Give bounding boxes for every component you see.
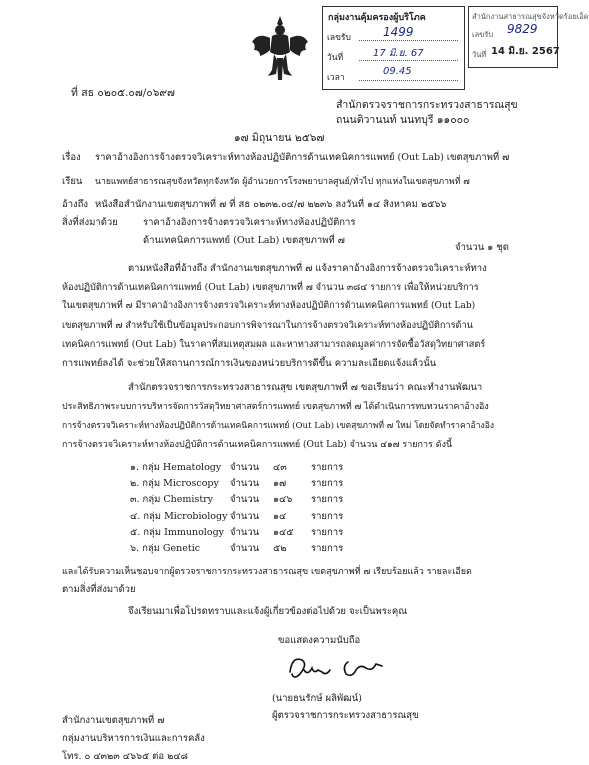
group-qty: ๔๓	[273, 461, 287, 473]
enclosure-quantity: จำนวน ๑ ชุด	[455, 242, 509, 253]
signature-image	[286, 650, 396, 690]
subject-label: เรื่อง	[62, 152, 81, 163]
stamp-time-label: เวลา	[327, 73, 345, 83]
group-qty-label: จำนวน	[230, 526, 260, 538]
group-unit: รายการ	[311, 494, 344, 506]
group-unit: รายการ	[311, 543, 344, 555]
group-qty-label: จำนวน	[230, 461, 260, 473]
group-qty: ๑๔	[273, 510, 287, 522]
stamp-date-label: วันที่	[472, 50, 487, 59]
group-name: ๑. กลุ่ม Hematology	[130, 461, 222, 473]
agency-address: ถนนติวานนท์ นนทบุรี ๑๑๐๐๐	[336, 114, 470, 126]
paragraph-line: สำนักตรวจราชการกระทรวงสาธารณสุข เขตสุขภาพที่ ๗ ขอเรียนว่า คณะทำงานพัฒนา	[128, 382, 483, 393]
list-item	[130, 508, 343, 524]
stamp-title: สำนักงานสาธารณสุขจังหวัดร้อยเอ็ด	[472, 12, 589, 21]
paragraph-line: เขตสุขภาพที่ ๗ สำหรับใช้เป็นข้อมูลประกอบการพิจารณาในการจ้างตรวจวิเคราะห์ทางห้องปฏิบัติการด้าน	[62, 320, 473, 331]
paragraph-line: และได้รับความเห็นชอบจากผู้ตรวจราชการกระทรวงสาธารณสุข เขตสุขภาพที่ ๗ เรียบร้อยแล้ว รายละเอียด	[62, 567, 472, 577]
garuda-emblem	[250, 14, 310, 84]
group-unit: รายการ	[311, 526, 344, 538]
reference-text: หนังสือสำนักงานเขตสุขภาพที่ ๗ ที่ สธ ๐๒๓๒.๐๔/๗ ๒๒๓๖ ลงวันที่ ๑๔ สิงหาคม ๒๕๖๖	[95, 199, 447, 210]
footer-division: กลุ่มงานบริหารการเงินและการคลัง	[62, 733, 205, 744]
paragraph-line: ในเขตสุขภาพที่ ๗ มีราคาอ้างอิงการจ้างตรวจวิเคราะห์ทางห้องปฏิบัติการด้านเทคนิคการแพทย์ (Out Lab)	[62, 301, 476, 311]
stamp-receipt-value: 1499	[383, 25, 414, 39]
paragraph-line: เทคนิคการแพทย์ (Out Lab) ในราคาที่สมเหตุสมผล และหาทางสามารถลดมูลค่าการจัดซื้อวัสดุวิทยาศาสตร์	[62, 339, 486, 350]
paragraph-line: การจ้างตรวจวิเคราะห์ทางห้องปฏิบัติการด้านเทคนิคการแพทย์ (Out Lab) จำนวน ๔๑๗ รายการ ดังนี้	[62, 440, 453, 450]
enclosure-line-2: ด้านเทคนิคการแพทย์ (Out Lab) เขตสุขภาพที่ ๗	[143, 235, 345, 246]
paragraph-line: ตามหนังสือที่อ้างถึง สำนักงานเขตสุขภาพที่ ๗ แจ้งราคาอ้างอิงการจ้างตรวจวิเคราะห์ทาง	[128, 263, 487, 274]
list-item	[130, 540, 343, 556]
group-qty-label: จำนวน	[230, 494, 260, 506]
list-item	[130, 492, 343, 508]
receipt-stamp-primary	[322, 6, 465, 90]
document-number: ที่ สธ ๐๒๐๕.๐๗/๐๖๙๗	[71, 87, 175, 99]
stamp-line	[359, 80, 458, 81]
paragraph-line: ห้องปฏิบัติการด้านเทคนิคการแพทย์ (Out Lab) เขตสุขภาพที่ ๗ จำนวน ๓๘๔ รายการ เพื่อให้หน่วยบริการ	[62, 282, 479, 293]
signer-title: ผู้ตรวจราชการกระทรวงสาธารณสุข	[272, 710, 419, 721]
stamp-line	[359, 40, 458, 41]
group-unit: รายการ	[311, 477, 344, 489]
stamp-date-value: 14 มิ.ย. 2567	[491, 46, 560, 57]
list-item	[130, 459, 343, 475]
receipt-stamp-secondary	[468, 6, 589, 68]
group-name: ๕. กลุ่ม Immunology	[130, 526, 225, 538]
subject-text: ราคาอ้างอิงการจ้างตรวจวิเคราะห์ทางห้องปฏิบัติการด้านเทคนิคการแพทย์ (Out Lab) เขตสุขภาพที่ ๗	[95, 152, 510, 163]
list-item	[130, 475, 343, 491]
stamp-time-value: 09.45	[383, 66, 412, 77]
group-unit: รายการ	[311, 461, 344, 473]
to-label: เรียน	[62, 176, 83, 187]
stamp-date-label: วันที่	[327, 53, 344, 63]
complimentary-close: ขอแสดงความนับถือ	[278, 635, 361, 646]
list-item	[130, 524, 343, 540]
group-qty-label: จำนวน	[230, 510, 260, 522]
footer-office: สำนักงานเขตสุขภาพที่ ๗	[62, 715, 165, 726]
paragraph-line: การจ้างตรวจวิเคราะห์ทางห้องปฏิบัติการด้านเทคนิคการแพทย์ (Out Lab) เขตสุขภาพที่ ๗ ใหม่ โดยจัดทำราคาอ้างอิง	[62, 421, 495, 431]
group-qty-label: จำนวน	[230, 477, 260, 489]
group-name: ๖. กลุ่ม Genetic	[130, 543, 201, 555]
enclosure-line-1: ราคาอ้างอิงการจ้างตรวจวิเคราะห์ทางห้องปฏิบัติการ	[143, 217, 356, 228]
stamp-title: กลุ่มงานคุ้มครองผู้บริโภค	[328, 13, 426, 23]
group-qty: ๑๔๕	[273, 526, 294, 538]
paragraph-line: ตามสิ่งที่ส่งมาด้วย	[62, 584, 136, 595]
footer-phone: โทร. ๐ ๔๓๒๓ ๔๖๖๕ ต่อ ๒๔๘	[62, 751, 188, 762]
enclosure-label: สิ่งที่ส่งมาด้วย	[62, 217, 118, 228]
group-name: ๓. กลุ่ม Chemistry	[130, 494, 214, 506]
stamp-receipt-label: เลขรับ	[327, 33, 351, 43]
group-unit: รายการ	[311, 510, 344, 522]
lab-group-list	[130, 459, 343, 557]
closing-request: จึงเรียนมาเพื่อโปรดทราบและแจ้งผู้เกี่ยวข้องต่อไปด้วย จะเป็นพระคุณ	[128, 606, 408, 617]
signer-name: (นายธนรักษ์ ผลิพัฒน์)	[272, 693, 362, 704]
stamp-receipt-value: 9829	[507, 22, 538, 36]
group-qty-label: จำนวน	[230, 543, 260, 555]
stamp-receipt-label: เลขรับ	[472, 30, 494, 39]
group-qty: ๑๔๖	[273, 494, 293, 506]
group-name: ๔. กลุ่ม Microbiology	[130, 510, 228, 522]
group-qty: ๕๒	[273, 543, 287, 555]
reference-label: อ้างถึง	[62, 199, 89, 210]
stamp-date-value: 17 มิ.ย. 67	[373, 48, 424, 59]
letter-date: ๑๗ มิถุนายน ๒๕๖๗	[234, 132, 325, 144]
to-text: นายแพทย์สาธารณสุขจังหวัดทุกจังหวัด ผู้อำนวยการโรงพยาบาลศูนย์/ทั่วไป ทุกแห่งในเขตสุขภาพที่ ๗	[95, 177, 470, 187]
paragraph-line: ประสิทธิภาพระบบการบริหารจัดการวัสดุวิทยาศาสตร์การแพทย์ เขตสุขภาพที่ ๗ ได้ดำเนินการทบทวนราคาอ้างอิง	[62, 402, 489, 412]
group-qty: ๑๗	[273, 477, 287, 489]
group-name: ๒. กลุ่ม Microscopy	[130, 477, 219, 489]
paragraph-line: การแพทย์ลงได้ จะช่วยให้สถานการณ์การเงินของหน่วยบริการดีขึ้น ความละเอียดแจ้งแล้วนั้น	[62, 358, 437, 369]
agency-name: สำนักตรวจราชการกระทรวงสาธารณสุข	[336, 99, 518, 111]
